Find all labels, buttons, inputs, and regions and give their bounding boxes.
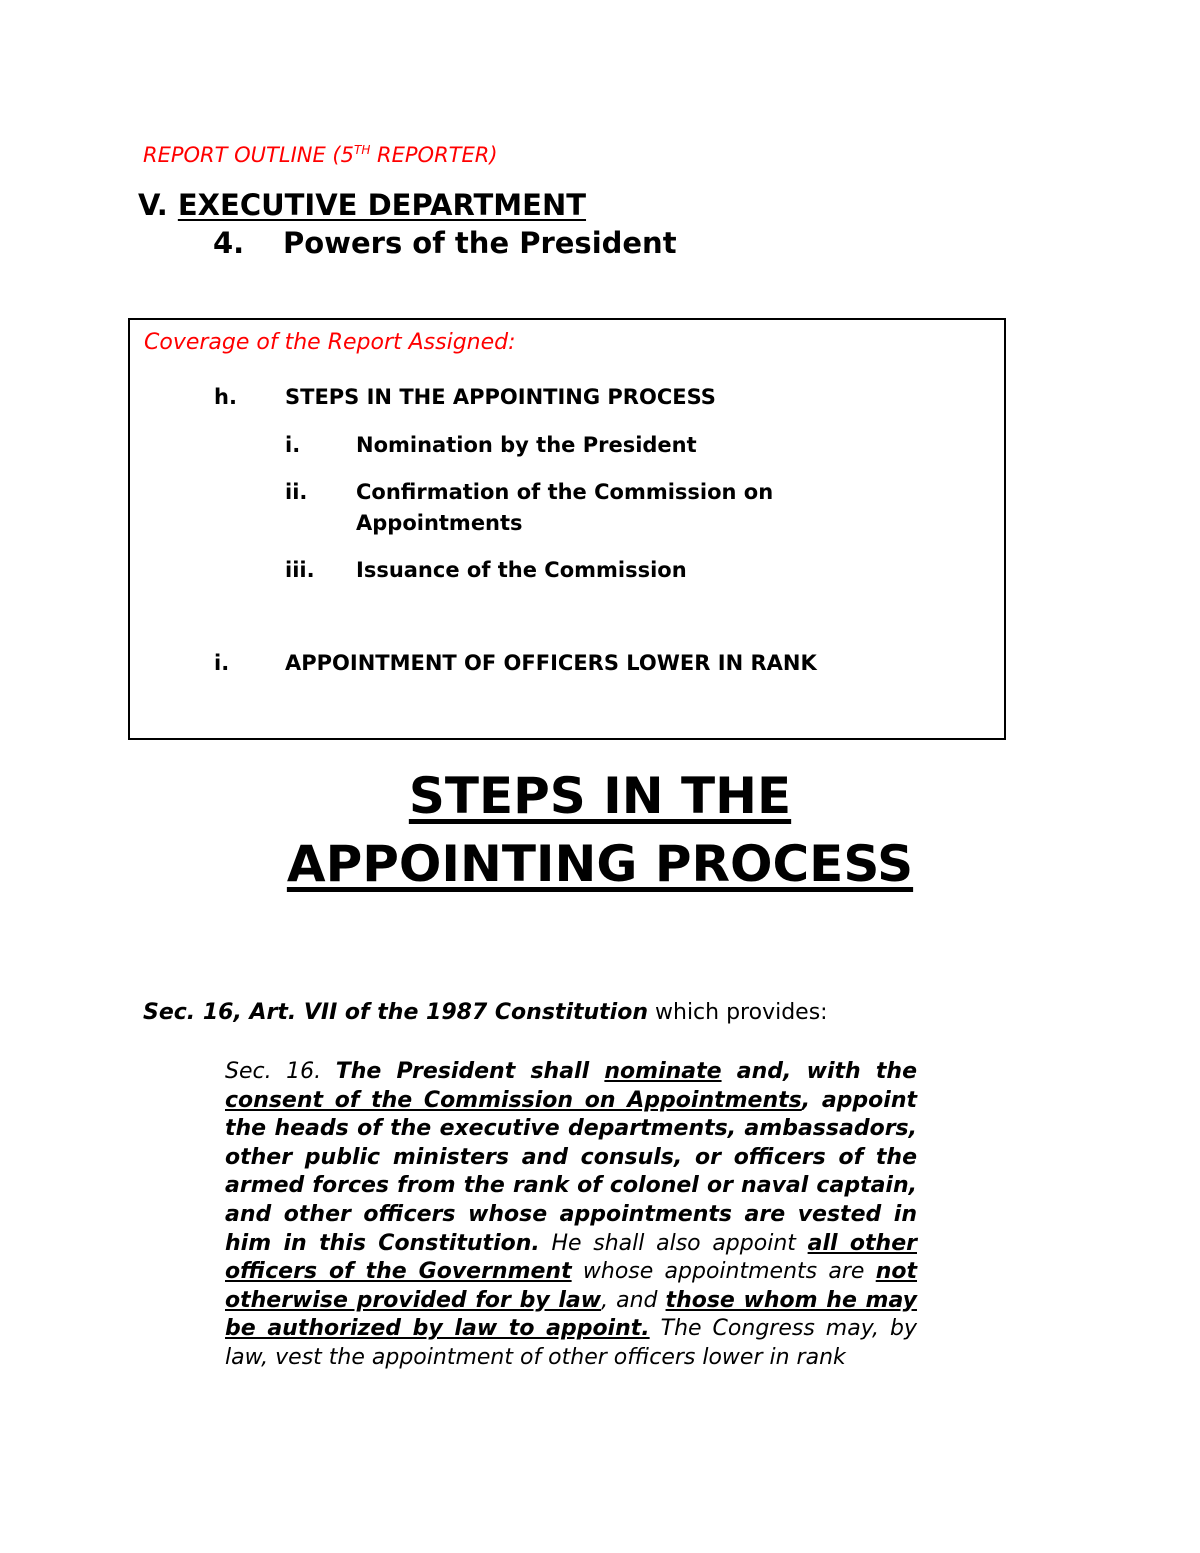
page-title: STEPS IN THE APPOINTING PROCESS — [286, 767, 914, 893]
coverage-subitem: ii. Confirmation of the Commission on — [285, 480, 774, 504]
coverage-subitem-continuation: Appointments — [356, 511, 523, 535]
report-outline-label: REPORT OUTLINE (5TH REPORTER) — [143, 143, 498, 167]
coverage-box — [128, 318, 1006, 740]
sub-heading — [213, 226, 677, 260]
sub-number: 4. — [213, 226, 245, 260]
constitution-quote: Sec. 16. The President shall nominate and, with the consent of the Commission on Appointments, appoint the heads of the executive departments, ambassadors, other public ministers and consuls, or officers of the armed forces from the rank of colonel or naval captain, and other officers whose appointments are vested in him in this Constitution. He shall also appoint all other officers of the Government whose appointments are not otherwise provided for by law, and those whom he may be authorized by law to appoint. The Congress may, by law, vest the appointment of other officers lower in rank — [225, 1059, 918, 1370]
coverage-item: i. APPOINTMENT OF OFFICERS LOWER IN RANK — [214, 651, 817, 675]
intro-paragraph: Sec. 16, Art. VII of the 1987 Constitution which provides: — [143, 1000, 828, 1025]
coverage-subitem: i. Nomination by the President — [285, 433, 697, 457]
section-title: EXECUTIVE DEPARTMENT — [177, 188, 587, 222]
section-heading — [138, 188, 586, 222]
coverage-item: h. STEPS IN THE APPOINTING PROCESS — [214, 385, 716, 409]
section-number: V. — [138, 188, 168, 222]
sub-title: Powers of the President — [283, 226, 677, 260]
coverage-subitem: iii. Issuance of the Commission — [285, 558, 687, 582]
coverage-title: Coverage of the Report Assigned: — [144, 330, 516, 355]
